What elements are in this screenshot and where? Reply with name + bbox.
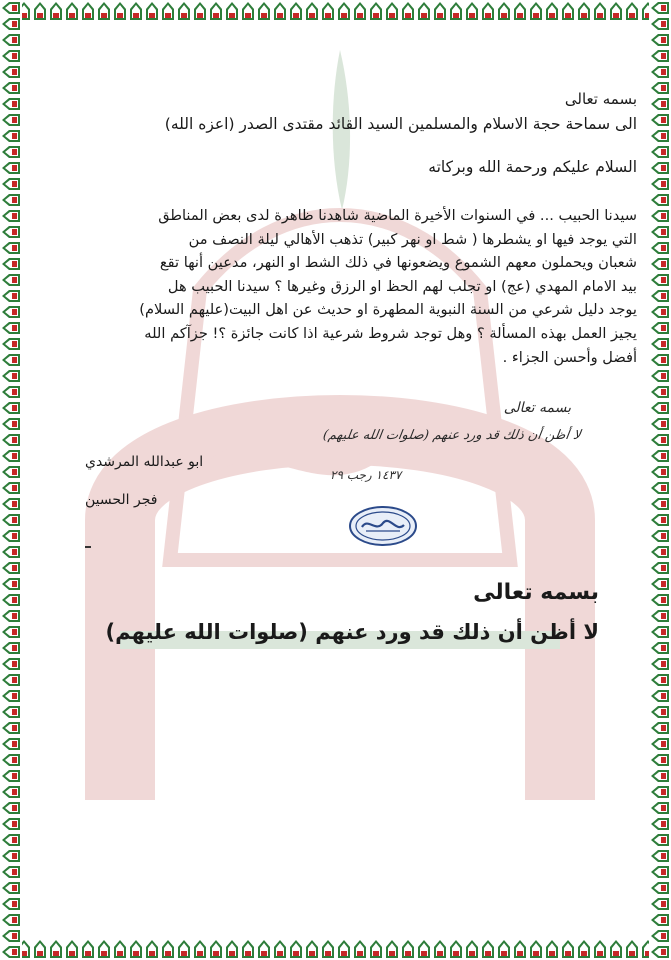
question-line-6: يجيز العمل بهذه المسألة ؟ وهل توجد شروط شرعية اذا كانت جائزة ؟! جزآكم الله [144, 324, 637, 342]
question-line-3: شعبان ويحملون معهم الشموع ويضعونها في ذلك الشط او النهر، مدعين أنها تقع [159, 254, 637, 272]
handwritten-basmala: بسمه تعالى [503, 400, 571, 416]
question-line-5: يوجد دليل شرعي من السنة النبوية المطهرة او حديث عن اهل البيت(عليهم السلام) [139, 301, 637, 319]
letter-basmala: بسمه تعالى [564, 90, 637, 108]
letter-question-paragraph [37, 204, 637, 369]
decorative-border-top [0, 0, 671, 22]
decorative-border-bottom [0, 938, 671, 960]
reply-answer: لا أظن أن ذلك قد ورد عنهم (صلوات الله عليهم) [105, 620, 599, 644]
letter-greeting: السلام عليكم ورحمة الله وبركاته [428, 158, 637, 176]
official-seal-stamp [348, 505, 418, 547]
letter-body [30, 0, 641, 938]
letter-location: فجر الحسين [85, 492, 158, 508]
question-line-2: التي يوجد فيها او يشطرها ( شط او نهر كبير) تذهب الأهالي ليلة النصف من [188, 230, 637, 248]
question-line-7: أفضل وأحسن الجزاء . [502, 348, 637, 366]
question-line-1: سيدنا الحبيب ... في السنوات الأخيرة الماضية شاهدنا ظاهرة لدى بعض المناطق [158, 207, 637, 224]
letter-addressee: الى سماحة حجة الاسلام والمسلمين السيد القائد مقتدى الصدر (اعزه الله) [164, 115, 637, 133]
handwritten-date: ١٤٣٧ رجب ٢٩ [330, 468, 402, 482]
reply-basmala: بسمه تعالى [473, 580, 599, 605]
question-line-4: بيد الامام المهدي (عج) او تجلب لهم الحظ او الرزق وغيرها ؟ سيدنا الحبيب هل [167, 277, 637, 295]
divider-mark [85, 546, 91, 548]
decorative-border-left [0, 0, 22, 960]
decorative-border-right [649, 0, 671, 960]
letter-author: ابو عبدالله المرشدي [85, 454, 204, 470]
handwritten-answer: لا أظن أن ذلك قد ورد عنهم (صلوات الله عليهم) [322, 428, 583, 443]
